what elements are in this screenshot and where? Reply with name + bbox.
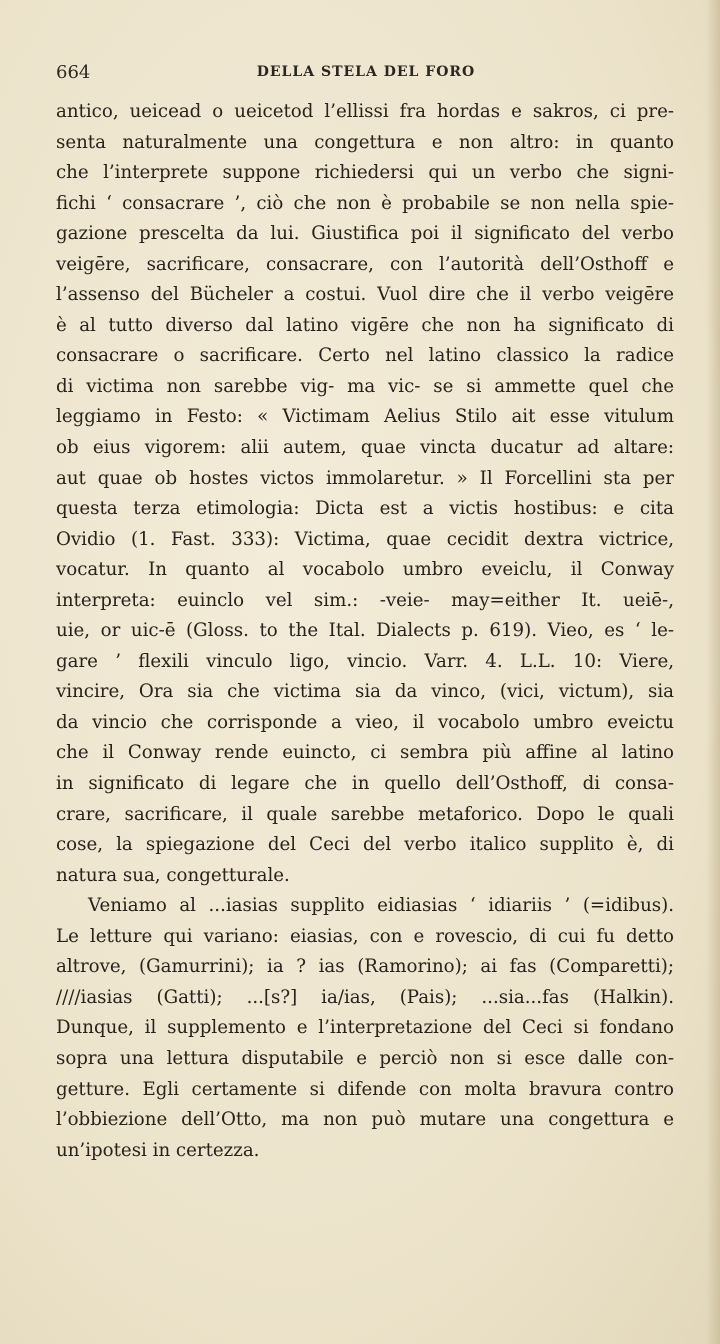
text-line: leggiamo in Festo: « Victimam Aelius Stilo ait esse vitulum <box>56 406 674 428</box>
text-line: senta naturalmente una congettura e non altro: in quanto <box>56 131 674 153</box>
text-line: ////iasias (Gatti); ...[s?] ia/ias, (Pais); ...sia...fas (Halkin). <box>56 986 674 1008</box>
paragraph-1 <box>56 97 674 891</box>
page-edge-shadow <box>706 0 720 1344</box>
text-line: gazione prescelta da lui. Giustifica poi il significato del verbo <box>56 223 674 245</box>
text-line: sopra una lettura disputabile e perciò non si esce dalle con- <box>56 1047 674 1069</box>
text-line: è al tutto diverso dal latino vigēre che non ha significato di <box>56 314 674 336</box>
text-line: Le letture qui variano: eiasias, con e rovescio, di cui fu detto <box>56 925 674 947</box>
text-line: altrove, (Gamurrini); ia ? ias (Ramorino); ai fas (Comparetti); <box>56 956 674 978</box>
text-line: Dunque, il supplemento e l’interpretazione del Ceci si fondano <box>56 1017 674 1039</box>
text-line: cose, la spiegazione del Ceci del verbo italico supplito è, di <box>56 834 674 856</box>
body-text <box>56 97 674 1166</box>
text-line: getture. Egli certamente si difende con molta bravura contro <box>56 1078 674 1100</box>
text-line: da vincio che corrisponde a vieo, il vocabolo umbro eveictu <box>56 711 674 733</box>
text-line: crare, sacrificare, il quale sarebbe metaforico. Dopo le quali <box>56 803 674 825</box>
text-line: vincire, Ora sia che victima sia da vinco, (vici, victum), sia <box>56 681 674 703</box>
text-line: vocatur. In quanto al vocabolo umbro eveiclu, il Conway <box>56 559 674 581</box>
text-line: antico, ueicead o ueicetod l’ellissi fra hordas e sakros, ci pre- <box>56 101 674 122</box>
text-line: interpreta: euinclo vel sim.: -veie- may=either It. ueiē-, <box>56 589 674 611</box>
text-line: che l’interprete suppone richiedersi qui un verbo che signi- <box>56 162 674 184</box>
text-line: consacrare o sacrificare. Certo nel latino classico la radice <box>56 345 674 367</box>
text-line: l’obbiezione dell’Otto, ma non può mutare una congettura e <box>56 1109 674 1131</box>
page-number: 664 <box>56 62 91 83</box>
text-line: ob eius vigorem: alii autem, quae vincta ducatur ad altare: <box>56 437 674 459</box>
text-line: che il Conway rende euincto, ci sembra più affine al latino <box>56 742 674 764</box>
text-line: gare ’ flexili vinculo ligo, vincio. Varr. 4. L.L. 10: Viere, <box>56 650 674 672</box>
text-line: di victima non sarebbe vig- ma vic- se si ammette quel che <box>56 375 674 397</box>
text-line: natura sua, congetturale. <box>56 864 290 886</box>
text-line: questa terza etimologia: Dicta est a victis hostibus: e cita <box>56 498 674 520</box>
running-head: DELLA STELA DEL FORO <box>256 64 476 80</box>
paragraph-2 <box>56 891 674 1166</box>
text-line: uie, or uic-ē (Gloss. to the Ital. Dialects p. 619). Vieo, es ‘ le- <box>56 620 674 642</box>
text-line: aut quae ob hostes victos immolaretur. » Il Forcellini sta per <box>56 467 674 489</box>
text-line: veigēre, sacrificare, consacrare, con l’autorità dell’Osthoff e <box>56 253 674 275</box>
text-line: Veniamo al ...iasias supplito eidiasias ‘ idiariis ’ (=idibus). <box>88 895 674 917</box>
text-line: fichi ‘ consacrare ’, ciò che non è probabile se non nella spie- <box>56 192 674 214</box>
page-header <box>56 62 676 86</box>
text-line: un’ipotesi in certezza. <box>56 1139 260 1161</box>
text-line: l’assenso del Bücheler a costui. Vuol dire che il verbo veigēre <box>56 284 674 306</box>
text-line: Ovidio (1. Fast. 333): Victima, quae cecidit dextra victrice, <box>56 528 674 550</box>
text-line: in significato di legare che in quello dell’Osthoff, di consa- <box>56 773 674 795</box>
